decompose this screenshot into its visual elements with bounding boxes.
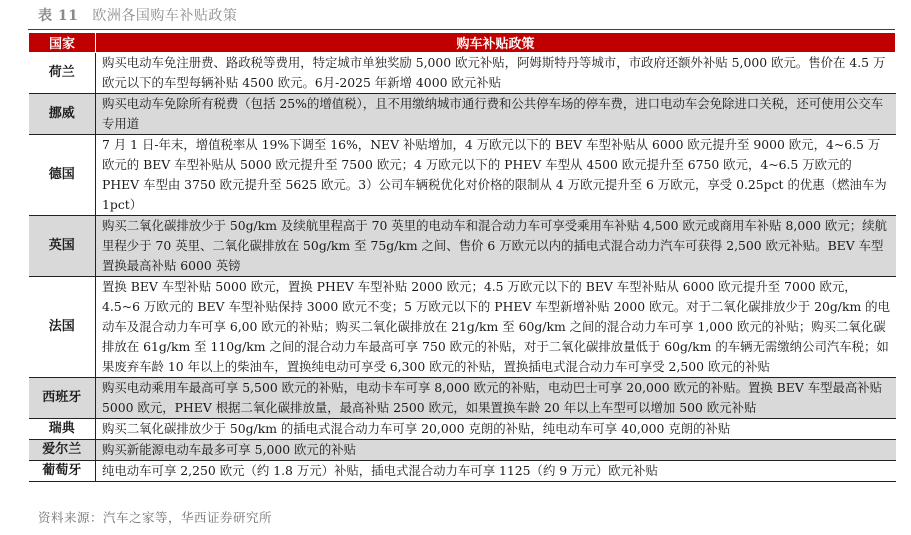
table-row xyxy=(29,440,896,461)
table-number: 表 11 xyxy=(38,8,79,24)
table-row xyxy=(29,378,896,419)
country-cell: 法国 xyxy=(29,277,96,378)
table-row xyxy=(29,216,896,277)
table-row xyxy=(29,135,896,216)
policy-cell: 纯电动车可享 2,250 欧元（约 1.8 万元）补贴，插电式混合动力车可享 1125（约 9 万元）欧元补贴 xyxy=(96,461,896,482)
country-cell: 西班牙 xyxy=(29,378,96,419)
country-cell: 英国 xyxy=(29,216,96,277)
policy-cell: 购买电动车免除所有税费（包括 25%的增值税），且不用缴纳城市通行费和公共停车场的停车费，进口电动车会免除进口关税，还可使用公交车专用道 xyxy=(96,94,896,135)
subsidy-policy-table xyxy=(28,32,896,482)
table-title: 欧洲各国购车补贴政策 xyxy=(92,8,238,24)
policy-cell: 购买新能源电动车最多可享 5,000 欧元的补贴 xyxy=(96,440,896,461)
table-row xyxy=(29,94,896,135)
policy-cell: 购买二氧化碳排放少于 50g/km 及续航里程高于 70 英里的电动车和混合动力车可享受乘用车补贴 4,500 欧元或商用车补贴 8,000 欧元；续航里程少于 70 英里、二氧化碳排放在 50g/km 至 75g/km 之间、售价 6 万欧元以内的插电式混合动力汽车可获得 2,500 欧元补贴。BEV 车型置换最高补贴 6000 英镑 xyxy=(96,216,896,277)
country-cell: 葡萄牙 xyxy=(29,461,96,482)
country-cell: 德国 xyxy=(29,135,96,216)
table-header-row xyxy=(29,33,896,53)
table-caption xyxy=(38,5,237,25)
table-row xyxy=(29,277,896,378)
policy-cell: 7 月 1 日-年末，增值税率从 19%下调至 16%，NEV 补贴增加，4 万欧元以下的 BEV 车型补贴从 6000 欧元提升至 9000 欧元，4~6.5 万欧元的 BEV 车型补贴从 5000 欧元提升至 7500 欧元；4 万欧元以下的 PHEV 车型从 4500 欧元提升至 6750 欧元，4~6.5 万欧元的 PHEV 车型由 3750 欧元提升至 5625 欧元。3）公司车辆税优化对价格的限制从 4 万欧元提升至 6 万欧元，享受 0.25pct 的优惠（燃油车为 1pct） xyxy=(96,135,896,216)
caption-divider xyxy=(28,29,895,30)
header-policy: 购车补贴政策 xyxy=(96,33,896,53)
header-country: 国家 xyxy=(29,33,96,53)
policy-cell: 购买电动乘用车最高可享 5,500 欧元的补贴，电动卡车可享 8,000 欧元的补贴，电动巴士可享 20,000 欧元的补贴。置换 BEV 车型最高补贴 5000 欧元，PHEV 根据二氧化碳排放量，最高补贴 2500 欧元，如果置换车龄 20 年以上车型可以增加 500 欧元补贴 xyxy=(96,378,896,419)
policy-cell: 购买电动车免注册费、路政税等费用，特定城市单独奖励 5,000 欧元补贴，阿姆斯特丹等城市，市政府还额外补贴 5,000 欧元。售价在 4.5 万欧元以下的车型每辆补贴 4500 欧元。6月-2025 年新增 4000 欧元补贴 xyxy=(96,53,896,94)
country-cell: 爱尔兰 xyxy=(29,440,96,461)
table-row xyxy=(29,419,896,440)
table-row xyxy=(29,461,896,482)
source-note: 资料来源：汽车之家等，华西证券研究所 xyxy=(38,510,273,525)
country-cell: 荷兰 xyxy=(29,53,96,94)
country-cell: 瑞典 xyxy=(29,419,96,440)
country-cell: 挪威 xyxy=(29,94,96,135)
policy-cell: 置换 BEV 车型补贴 5000 欧元，置换 PHEV 车型补贴 2000 欧元；4.5 万欧元以下的 BEV 车型补贴从 6000 欧元提升至 7000 欧元，4.5~6 万欧元的 BEV 车型补贴保持 3000 欧元不变；5 万欧元以下的 PHEV 车型新增补贴 2000 欧元。对于二氧化碳排放少于 20g/km 的电动车及混合动力车可享 6,00 欧元的补贴；购买二氧化碳排放在 21g/km 至 60g/km 之间的混合动力车可享 1,000 欧元的补贴；购买二氧化碳排放在 61g/km 至 110g/km 之间的混合动力车最高可享 750 欧元的补贴，对于二氧化碳排放量低于 60g/km 的车辆无需缴纳公司汽车税；如果废弃车龄 10 年以上的柴油车，置换纯电动可享受 6,300 欧元的补贴，置换插电式混合动力车可享受 2,500 欧元的补贴 xyxy=(96,277,896,378)
policy-cell: 购买二氧化碳排放少于 50g/km 的插电式混合动力车可享 20,000 克朗的补贴，纯电动车可享 40,000 克朗的补贴 xyxy=(96,419,896,440)
table-row xyxy=(29,53,896,94)
